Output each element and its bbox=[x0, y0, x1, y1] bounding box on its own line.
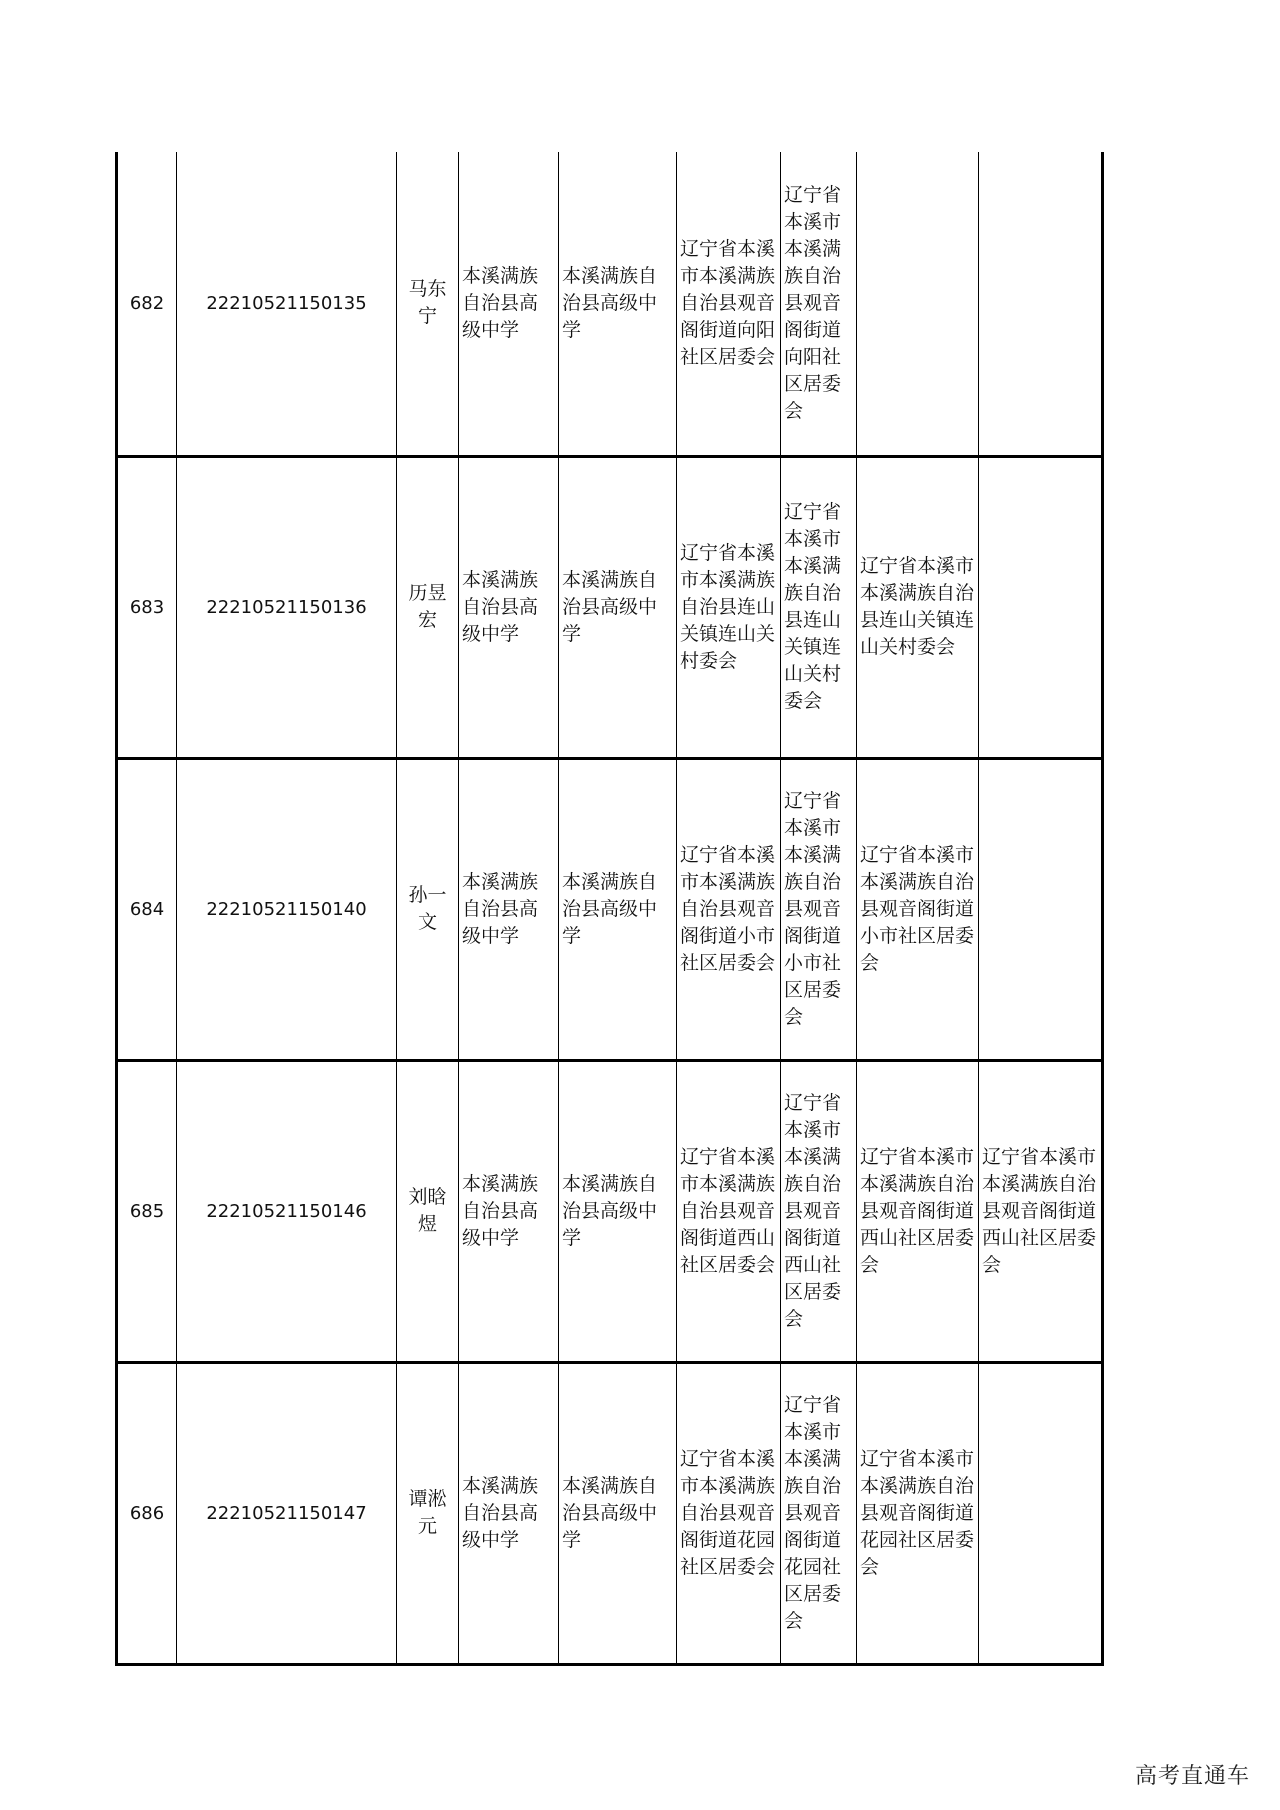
committee4-cell bbox=[979, 758, 1103, 1060]
seq-cell: 683 bbox=[117, 456, 177, 758]
name-cell: 刘晗煜 bbox=[397, 1060, 459, 1362]
committee-cell: 辽宁省本溪市本溪满族自治县连山关镇连山关村委会 bbox=[677, 456, 781, 758]
committee3-cell: 辽宁省本溪市本溪满族自治县连山关镇连山关村委会 bbox=[857, 456, 979, 758]
committee4-cell bbox=[979, 152, 1103, 456]
school2-cell: 本溪满族自治县高级中学 bbox=[559, 1060, 677, 1362]
name-cell: 历昱宏 bbox=[397, 456, 459, 758]
seq-cell: 682 bbox=[117, 152, 177, 456]
committee2-cell: 辽宁省本溪市本溪满族自治县观音阁街道西山社区居委会 bbox=[781, 1060, 857, 1362]
seq-cell: 684 bbox=[117, 758, 177, 1060]
committee-cell: 辽宁省本溪市本溪满族自治县观音阁街道小市社区居委会 bbox=[677, 758, 781, 1060]
committee4-cell bbox=[979, 1362, 1103, 1664]
committee4-cell bbox=[979, 456, 1103, 758]
name-cell: 马东宁 bbox=[397, 152, 459, 456]
school-cell: 本溪满族自治县高级中学 bbox=[459, 456, 559, 758]
name-cell: 谭淞元 bbox=[397, 1362, 459, 1664]
exam-id-cell: 22210521150146 bbox=[177, 1060, 397, 1362]
committee-cell: 辽宁省本溪市本溪满族自治县观音阁街道花园社区居委会 bbox=[677, 1362, 781, 1664]
school-cell: 本溪满族自治县高级中学 bbox=[459, 758, 559, 1060]
school-cell: 本溪满族自治县高级中学 bbox=[459, 1060, 559, 1362]
table-row bbox=[117, 152, 1103, 456]
exam-id-cell: 22210521150135 bbox=[177, 152, 397, 456]
committee4-cell: 辽宁省本溪市本溪满族自治县观音阁街道西山社区居委会 bbox=[979, 1060, 1103, 1362]
school2-cell: 本溪满族自治县高级中学 bbox=[559, 1362, 677, 1664]
committee2-cell: 辽宁省本溪市本溪满族自治县观音阁街道向阳社区居委会 bbox=[781, 152, 857, 456]
name-cell: 孙一文 bbox=[397, 758, 459, 1060]
school2-cell: 本溪满族自治县高级中学 bbox=[559, 152, 677, 456]
committee-cell: 辽宁省本溪市本溪满族自治县观音阁街道西山社区居委会 bbox=[677, 1060, 781, 1362]
school2-cell: 本溪满族自治县高级中学 bbox=[559, 758, 677, 1060]
committee2-cell: 辽宁省本溪市本溪满族自治县观音阁街道花园社区居委会 bbox=[781, 1362, 857, 1664]
committee-cell: 辽宁省本溪市本溪满族自治县观音阁街道向阳社区居委会 bbox=[677, 152, 781, 456]
exam-id-cell: 22210521150136 bbox=[177, 456, 397, 758]
records-table bbox=[115, 152, 1104, 1666]
committee2-cell: 辽宁省本溪市本溪满族自治县连山关镇连山关村委会 bbox=[781, 456, 857, 758]
exam-id-cell: 22210521150140 bbox=[177, 758, 397, 1060]
seq-cell: 685 bbox=[117, 1060, 177, 1362]
committee3-cell: 辽宁省本溪市本溪满族自治县观音阁街道花园社区居委会 bbox=[857, 1362, 979, 1664]
table-row bbox=[117, 1362, 1103, 1664]
school-cell: 本溪满族自治县高级中学 bbox=[459, 152, 559, 456]
watermark: 高考直通车 bbox=[1134, 1764, 1250, 1789]
seq-cell: 686 bbox=[117, 1362, 177, 1664]
school2-cell: 本溪满族自治县高级中学 bbox=[559, 456, 677, 758]
committee3-cell: 辽宁省本溪市本溪满族自治县观音阁街道西山社区居委会 bbox=[857, 1060, 979, 1362]
exam-id-cell: 22210521150147 bbox=[177, 1362, 397, 1664]
school-cell: 本溪满族自治县高级中学 bbox=[459, 1362, 559, 1664]
committee3-cell bbox=[857, 152, 979, 456]
table-row bbox=[117, 758, 1103, 1060]
table-row bbox=[117, 1060, 1103, 1362]
committee3-cell: 辽宁省本溪市本溪满族自治县观音阁街道小市社区居委会 bbox=[857, 758, 979, 1060]
committee2-cell: 辽宁省本溪市本溪满族自治县观音阁街道小市社区居委会 bbox=[781, 758, 857, 1060]
table-row bbox=[117, 456, 1103, 758]
